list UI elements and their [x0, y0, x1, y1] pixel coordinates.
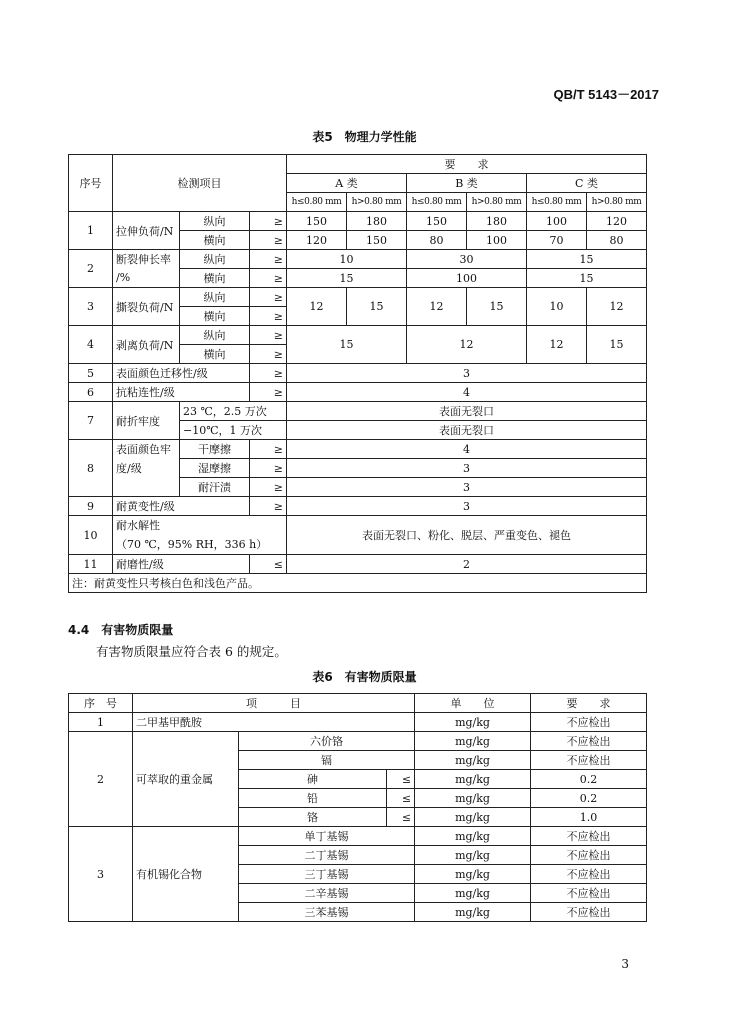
- t5-header-item: 检测项目: [113, 155, 287, 212]
- t5-cell: 120: [287, 231, 347, 250]
- t5-cell: 3: [287, 459, 647, 478]
- t6-value: 不应检出: [531, 903, 647, 922]
- t6-sub-item: 单丁基锡: [239, 827, 415, 846]
- t6-unit: mg/kg: [415, 865, 531, 884]
- table5-caption: 表5 物理力学性能: [312, 130, 417, 144]
- t5-class-c: C 类: [527, 174, 647, 193]
- t5-ge-sign: ≥: [250, 326, 287, 345]
- t5-cell: 30: [407, 250, 527, 269]
- t6-header-item: 项 目: [133, 694, 415, 713]
- t5-cell: 12: [527, 326, 587, 364]
- t5-cell: 12: [587, 288, 647, 326]
- t5-class-b: B 类: [407, 174, 527, 193]
- t5-row-no: 8: [69, 440, 113, 497]
- t5-cell: 表面无裂口: [287, 402, 647, 421]
- t5-cell: 15: [287, 269, 407, 288]
- t5-cell: 80: [587, 231, 647, 250]
- t5-row-name: /%: [113, 269, 180, 288]
- t5-sub-item: 横向: [180, 345, 250, 364]
- t5-cell: 表面无裂口、粉化、脱层、严重变色、褪色: [287, 516, 647, 555]
- t6-header-unit: 单 位: [415, 694, 531, 713]
- t6-value: 不应检出: [531, 827, 647, 846]
- t5-cell: 3: [287, 364, 647, 383]
- t6-unit: mg/kg: [415, 846, 531, 865]
- section-heading: 4.4 有害物质限量: [68, 623, 174, 637]
- t5-ge-sign: ≥: [250, 383, 287, 402]
- t5-row-no: 9: [69, 497, 113, 516]
- t6-unit: mg/kg: [415, 884, 531, 903]
- standard-number: QB/T 5143－2017: [553, 87, 659, 102]
- t5-cell: 100: [527, 212, 587, 231]
- t6-unit: mg/kg: [415, 808, 531, 827]
- t5-row-name: 耐黄变性/级: [113, 497, 250, 516]
- t6-unit: mg/kg: [415, 751, 531, 770]
- t5-row-name: 断裂伸长率: [113, 250, 180, 269]
- t5-ge-sign: ≥: [250, 364, 287, 383]
- t6-header-req: 要 求: [531, 694, 647, 713]
- table6-hazardous-substances: [68, 693, 647, 922]
- t5-cell: 4: [287, 383, 647, 402]
- t5-thick-header: h≤0.80 mm: [407, 193, 467, 212]
- t5-cell: 15: [287, 326, 407, 364]
- t5-cell: 100: [467, 231, 527, 250]
- t5-row-no: 4: [69, 326, 113, 364]
- t6-sub-item: 六价铬: [239, 732, 415, 751]
- t5-row-name: 度/级: [113, 459, 180, 478]
- t5-header-seq: 序号: [69, 155, 113, 212]
- t6-sub-item: 二辛基锡: [239, 884, 415, 903]
- t5-sub-item: 湿摩擦: [180, 459, 250, 478]
- t5-cell: 12: [407, 326, 527, 364]
- t5-sub-item: 纵向: [180, 212, 250, 231]
- t5-cell: 3: [287, 497, 647, 516]
- t5-row-name: 抗粘连性/级: [113, 383, 250, 402]
- t5-cell: 10: [287, 250, 407, 269]
- t6-row-name: 可萃取的重金属: [133, 732, 239, 827]
- t5-thick-header: h>0.80 mm: [467, 193, 527, 212]
- t5-sub-item: 横向: [180, 307, 250, 326]
- t5-row-no: 1: [69, 212, 113, 250]
- t5-cell: 100: [407, 269, 527, 288]
- t6-sub-item: 镉: [239, 751, 415, 770]
- t5-row-no: 5: [69, 364, 113, 383]
- t5-cell: 180: [347, 212, 407, 231]
- t5-sub-item: 23 ℃，2.5 万次: [180, 402, 287, 421]
- t5-cell: 表面无裂口: [287, 421, 647, 440]
- t6-sub-item: 铬: [239, 808, 387, 827]
- t5-note: 注：耐黄变性只考核白色和浅色产品。: [69, 574, 647, 593]
- t5-row-no: 3: [69, 288, 113, 326]
- t6-unit: mg/kg: [415, 732, 531, 751]
- t5-le-sign: ≤: [250, 555, 287, 574]
- t5-cell: 12: [407, 288, 467, 326]
- t6-le-sign: ≤: [387, 770, 415, 789]
- t6-value: 不应检出: [531, 884, 647, 903]
- t5-cell: 4: [287, 440, 647, 459]
- page-number: 3: [621, 957, 629, 971]
- t5-cell: 15: [347, 288, 407, 326]
- t6-value: 不应检出: [531, 732, 647, 751]
- t6-value: 0.2: [531, 789, 647, 808]
- t5-sub-item: 横向: [180, 269, 250, 288]
- t5-row-name: [113, 516, 287, 555]
- t6-unit: mg/kg: [415, 770, 531, 789]
- t5-cell: 3: [287, 478, 647, 497]
- t6-value: 不应检出: [531, 713, 647, 732]
- t5-cell: 80: [407, 231, 467, 250]
- t6-sub-item: 砷: [239, 770, 387, 789]
- t5-thick-header: h>0.80 mm: [347, 193, 407, 212]
- t5-ge-sign: ≥: [250, 307, 287, 326]
- t6-row-no: 1: [69, 713, 133, 732]
- t6-le-sign: ≤: [387, 808, 415, 827]
- t5-ge-sign: ≥: [250, 440, 287, 459]
- t5-row-name: 耐折牢度: [113, 402, 180, 440]
- t5-ge-sign: ≥: [250, 478, 287, 497]
- t5-cell: 150: [347, 231, 407, 250]
- t5-row-name: 撕裂负荷/N: [113, 288, 180, 326]
- t5-row-no: 11: [69, 555, 113, 574]
- t5-row-name: 拉伸负荷/N: [113, 212, 180, 250]
- t5-cell: 2: [287, 555, 647, 574]
- t5-thick-header: h>0.80 mm: [587, 193, 647, 212]
- t6-unit: mg/kg: [415, 789, 531, 808]
- t5-ge-sign: ≥: [250, 497, 287, 516]
- t5-ge-sign: ≥: [250, 250, 287, 269]
- t6-row-no: 2: [69, 732, 133, 827]
- t5-row-name: 表面颜色牢: [113, 440, 180, 459]
- t5-ge-sign: ≥: [250, 212, 287, 231]
- table5-physical-mechanical: [68, 154, 647, 593]
- t6-value: 1.0: [531, 808, 647, 827]
- t5-ge-sign: ≥: [250, 459, 287, 478]
- t5-sub-item: 耐汗渍: [180, 478, 250, 497]
- t5-header-req: 要 求: [287, 155, 647, 174]
- t5-thick-header: h≤0.80 mm: [527, 193, 587, 212]
- t5-sub-item: −10℃，1 万次: [180, 421, 287, 440]
- t6-header-seq: 序 号: [69, 694, 133, 713]
- t5-thick-header: h≤0.80 mm: [287, 193, 347, 212]
- t5-class-a: A 类: [287, 174, 407, 193]
- t6-row-name: 有机锡化合物: [133, 827, 239, 922]
- t5-cell: 70: [527, 231, 587, 250]
- t6-unit: mg/kg: [415, 903, 531, 922]
- t5-ge-sign: ≥: [250, 288, 287, 307]
- t6-sub-item: 铅: [239, 789, 387, 808]
- t6-row-no: 3: [69, 827, 133, 922]
- t6-sub-item: 三苯基锡: [239, 903, 415, 922]
- t6-value: 不应检出: [531, 865, 647, 884]
- t5-cell: 15: [467, 288, 527, 326]
- table6-caption: 表6 有害物质限量: [312, 670, 417, 684]
- t6-le-sign: ≤: [387, 789, 415, 808]
- t5-cell: 15: [527, 269, 647, 288]
- t5-row-name-blank: [113, 478, 180, 497]
- t5-sub-item: 纵向: [180, 250, 250, 269]
- t5-row-no: 2: [69, 250, 113, 288]
- t5-ge-sign: ≥: [250, 231, 287, 250]
- t6-value: 0.2: [531, 770, 647, 789]
- t5-cell: 120: [587, 212, 647, 231]
- t5-row-name-line1: 耐水解性: [116, 519, 160, 532]
- t5-cell: 150: [407, 212, 467, 231]
- t5-row-no: 10: [69, 516, 113, 555]
- t5-sub-item: 纵向: [180, 288, 250, 307]
- t5-row-name: 表面颜色迁移性/级: [113, 364, 250, 383]
- t5-sub-item: 纵向: [180, 326, 250, 345]
- t5-cell: 10: [527, 288, 587, 326]
- t5-sub-item: 横向: [180, 231, 250, 250]
- t6-sub-item: 二丁基锡: [239, 846, 415, 865]
- t5-ge-sign: ≥: [250, 269, 287, 288]
- t5-cell: 15: [527, 250, 647, 269]
- t6-row-name: 二甲基甲酰胺: [133, 713, 415, 732]
- t5-cell: 15: [587, 326, 647, 364]
- t5-row-no: 6: [69, 383, 113, 402]
- t6-sub-item: 三丁基锡: [239, 865, 415, 884]
- section-paragraph: 有害物质限量应符合表 6 的规定。: [96, 644, 287, 659]
- t6-value: 不应检出: [531, 751, 647, 770]
- t5-row-name: 剥离负荷/N: [113, 326, 180, 364]
- t5-row-no: 7: [69, 402, 113, 440]
- t5-row-name-line2: （70 ℃，95% RH，336 h）: [116, 538, 268, 551]
- t5-cell: 12: [287, 288, 347, 326]
- t6-unit: mg/kg: [415, 827, 531, 846]
- t6-unit: mg/kg: [415, 713, 531, 732]
- t5-row-name: 耐磨性/级: [113, 555, 250, 574]
- t5-sub-item: 干摩擦: [180, 440, 250, 459]
- t5-cell: 150: [287, 212, 347, 231]
- t5-cell: 180: [467, 212, 527, 231]
- t5-ge-sign: ≥: [250, 345, 287, 364]
- t6-value: 不应检出: [531, 846, 647, 865]
